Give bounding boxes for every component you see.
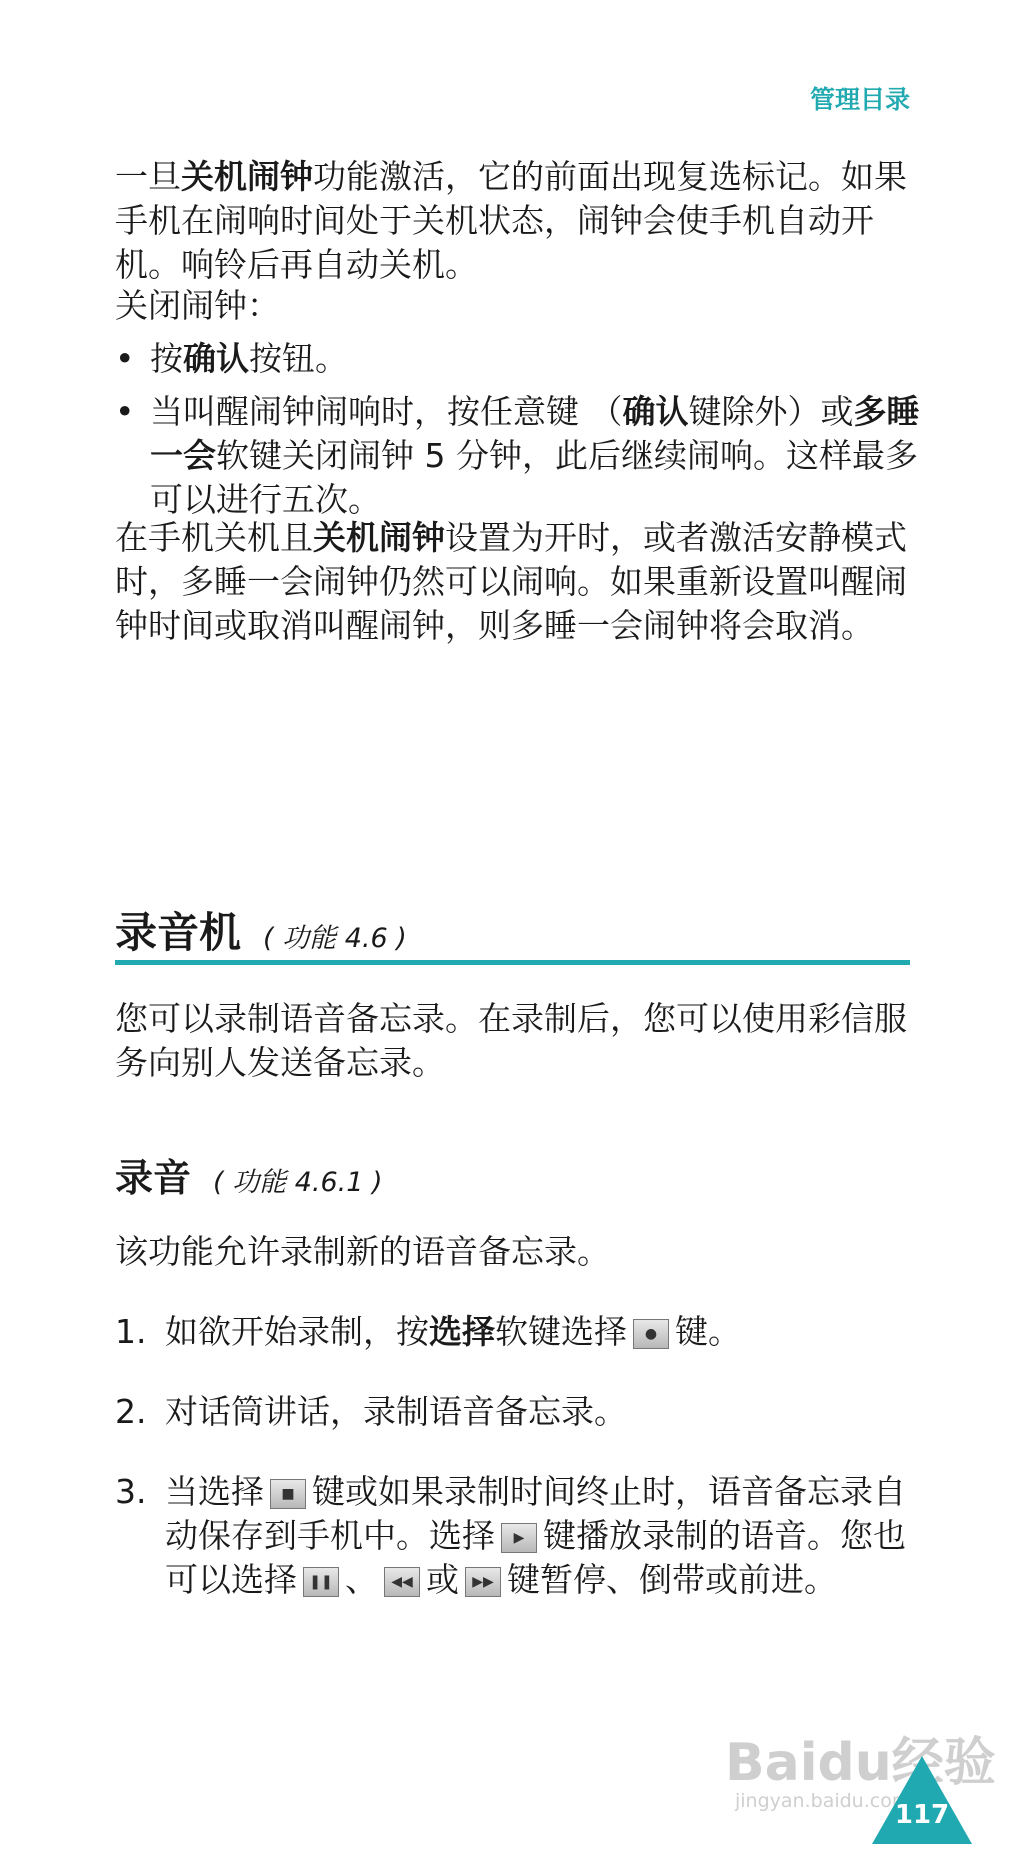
list-item [115,390,920,522]
bullet-icon: • [115,339,135,378]
forward-icon: ▶▶ [465,1567,501,1597]
text: 设置为开时，或者激活安静模式时，多睡一会闹钟仍然可以闹响。如果重新设置叫醒闹钟时间或取消叫醒闹钟，则多睡一会闹钟将会取消。 [115,518,907,645]
paragraph-record-intro [115,1230,920,1274]
text: 软键关闭闹钟 5 分钟，此后继续闹响。这样最多可以进行五次。 [150,436,918,519]
bold-term: 关机闹钟 [313,518,445,557]
watermark-url: jingyan.baidu.com [735,1790,911,1812]
record-icon: ● [633,1319,669,1349]
bullet-icon: • [115,392,135,431]
text: 对话筒讲话，录制语音备忘录。 [165,1392,627,1431]
paragraph-snooze-note [115,516,920,648]
text: 、 [345,1560,378,1599]
numbered-step-3 [115,1470,920,1602]
play-icon: ▶ [501,1523,537,1553]
text: 或 [426,1560,459,1599]
pause-icon: ❚❚ [303,1567,339,1597]
numbered-step-1 [115,1310,920,1354]
page-header: 管理目录 [809,85,910,114]
text: 键暂停、倒带或前进。 [507,1560,837,1599]
heading-subtitle: ( 功能 4.6 ) [263,923,407,954]
text: 按钮。 [249,339,348,378]
page-number: 117 [894,1800,950,1830]
text: 您可以录制语音备忘录。在录制后，您可以使用彩信服务向别人发送备忘录。 [115,999,907,1082]
rewind-icon: ◀◀ [384,1567,420,1597]
paragraph-recorder-intro [115,997,920,1085]
section-divider [115,960,910,965]
watermark-logo: Baidu经验 [725,1733,996,1793]
text: 当叫醒闹钟闹响时，按任意键 （ [150,392,623,431]
text: 键或如果录制时间终止时，语音备忘录自动保存到手机中。选择 [165,1472,906,1555]
stop-icon: ■ [270,1479,306,1509]
heading-text: 录音机 [115,908,242,957]
paragraph-close-alarm [115,284,920,328]
bold-term: 确认 [183,339,249,378]
heading-subtitle: ( 功能 4.6.1 ) [213,1167,383,1198]
subsection-heading-record [115,1150,915,1211]
bold-term: 确认 [622,392,689,431]
step-number: 2. [115,1392,147,1431]
text: 按 [150,339,183,378]
text: 在手机关机且 [115,518,313,557]
bold-term: 选择 [429,1312,495,1351]
text: 当选择 [165,1472,264,1511]
text: 功能激活，它的前面出现复选标记。如果手机在闹响时间处于关机状态，闹钟会使手机自动开机。响铃后再自动关机。 [115,157,907,284]
text: 该功能允许录制新的语音备忘录。 [115,1232,610,1271]
heading-text: 录音 [115,1156,192,1200]
text: 如欲开始录制，按 [165,1312,429,1351]
text: 键播放录制的语音。您也可以选择 [165,1516,906,1599]
step-number: 1. [115,1312,147,1351]
text: 一旦 [115,157,181,196]
text: 键除外）或 [688,392,854,431]
list-item [115,337,920,381]
numbered-step-2 [115,1390,920,1434]
step-number: 3. [115,1472,147,1511]
text: 软键选择 [495,1312,627,1351]
bold-term: 关机闹钟 [181,157,313,196]
text: 键。 [675,1312,741,1351]
bold-term: 多睡一会 [150,392,920,475]
paragraph-alarm-off [115,155,920,287]
text: 关闭闹钟： [115,286,280,325]
